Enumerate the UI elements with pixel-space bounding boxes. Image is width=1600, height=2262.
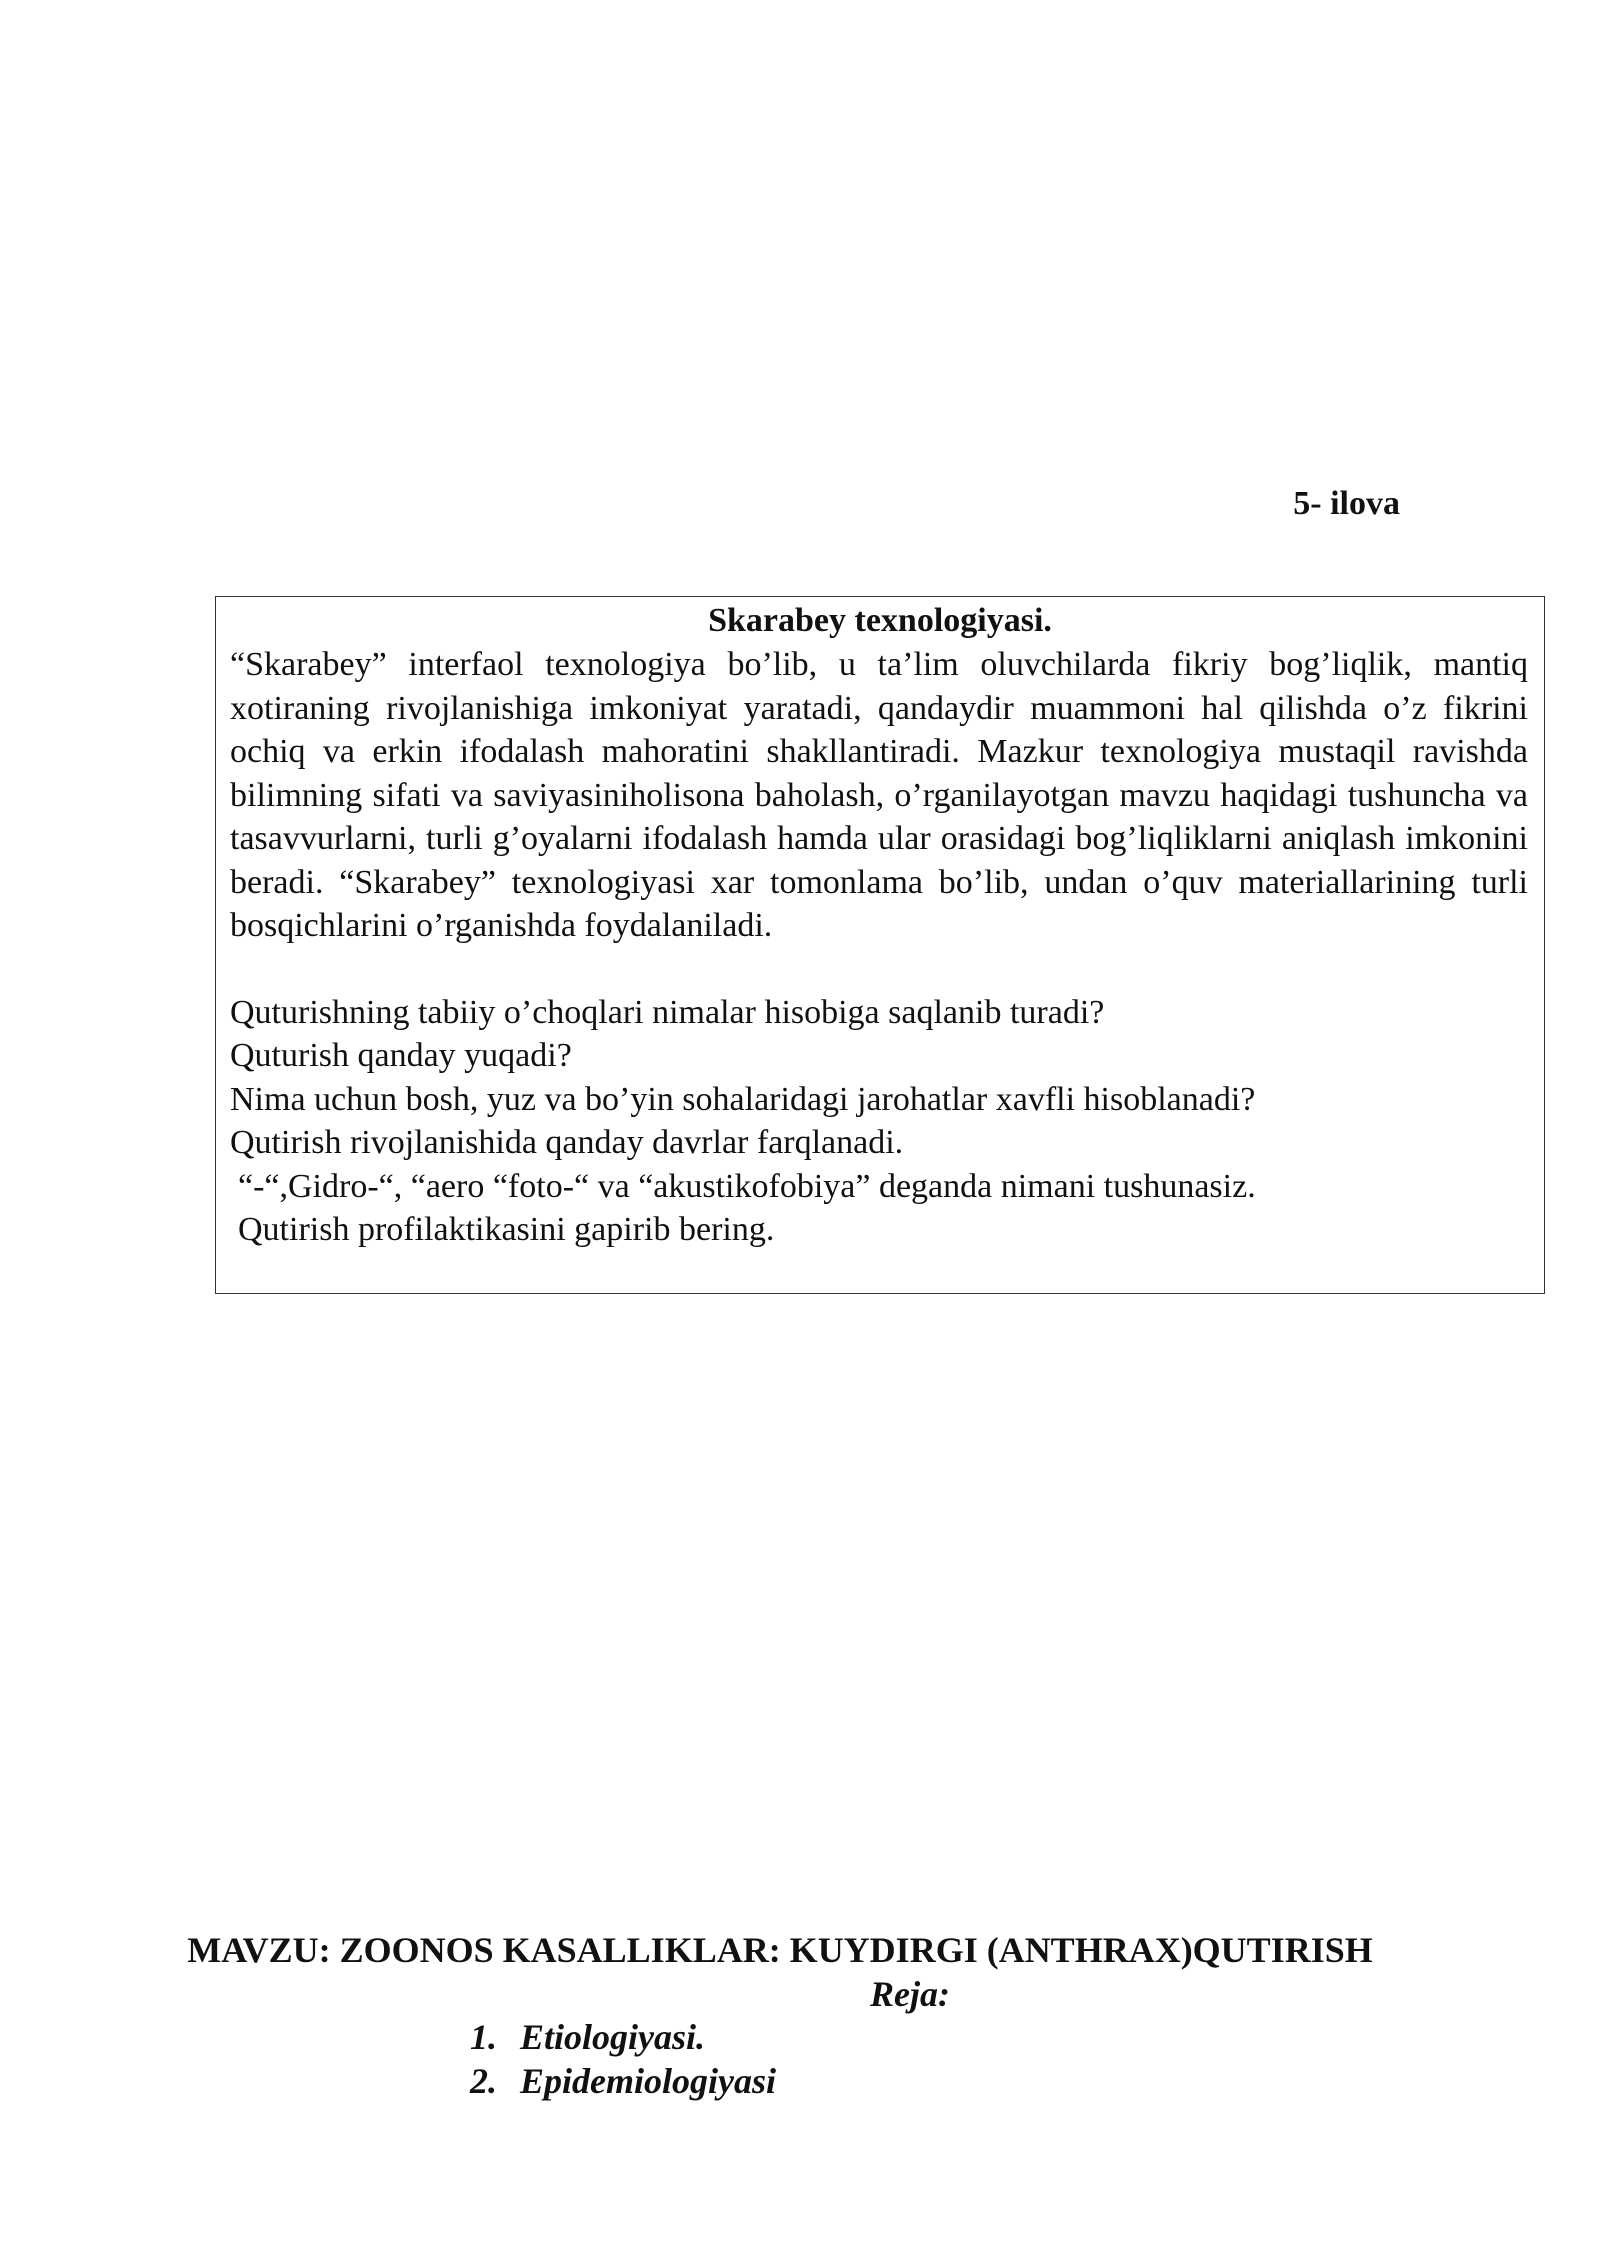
plan-item-1: [470, 2014, 705, 2060]
plan-item-number: 1.: [470, 2017, 497, 2057]
question-1: Quturishning tabiiy o’choqlari nimalar hisobiga saqlanib turadi?: [230, 994, 1105, 1031]
box-title: Skarabey texnologiyasi.: [708, 602, 1052, 639]
question-3: Nima uchun bosh, yuz va bo’yin sohalaridagi jarohatlar xavfli hisoblanadi?: [230, 1081, 1256, 1118]
plan-item-number: 2.: [470, 2061, 497, 2101]
topic-heading: MAVZU: ZOONOS KASALLIKLAR: KUYDIRGI (ANTHRAX)QUTIRISH: [187, 1930, 1373, 1970]
annex-label: 5- ilova: [1293, 485, 1400, 522]
question-4: Qutirish rivojlanishida qanday davrlar farqlanadi.: [230, 1124, 904, 1161]
plan-item-text: Etiologiyasi.: [520, 2017, 706, 2057]
plan-item-text: Epidemiologiyasi: [520, 2061, 776, 2101]
question-5: “-“,Gidro-“, “aero “foto-“ va “akustikofobiya” deganda nimani tushunasiz.: [238, 1168, 1256, 1205]
question-6: Qutirish profilaktikasini gapirib bering.: [238, 1211, 775, 1248]
plan-item-2: [470, 2058, 776, 2104]
technology-box: [215, 596, 1545, 1294]
box-description: “Skarabey” interfaol texnologiya bo’lib, u ta’lim oluvchilarda fikriy bog’liqlik, mantiq xotiraning rivojlanishiga imkoniyat yaratadi, qandaydir muammoni hal qilishda o’z fikrini ochiq va erkin ifodalash mahoratini shakllantiradi. Mazkur texnologiya mustaqil ravishda bilimning sifati va saviyasiniholisona baholash, o’rganilayotgan mavzu haqidagi tushuncha va tasavvurlarni, turli g’oyalarni ifodalash hamda ular orasidagi bog’liqliklarni aniqlash imkonini beradi. “Skarabey” texnologiyasi xar tomonlama bo’lib, undan o’quv materiallarining turli bosqichlarini o’rganishda foydalaniladi.: [230, 646, 1528, 944]
plan-title: Reja:: [870, 1974, 950, 2014]
question-2: Quturish qanday yuqadi?: [230, 1037, 572, 1074]
